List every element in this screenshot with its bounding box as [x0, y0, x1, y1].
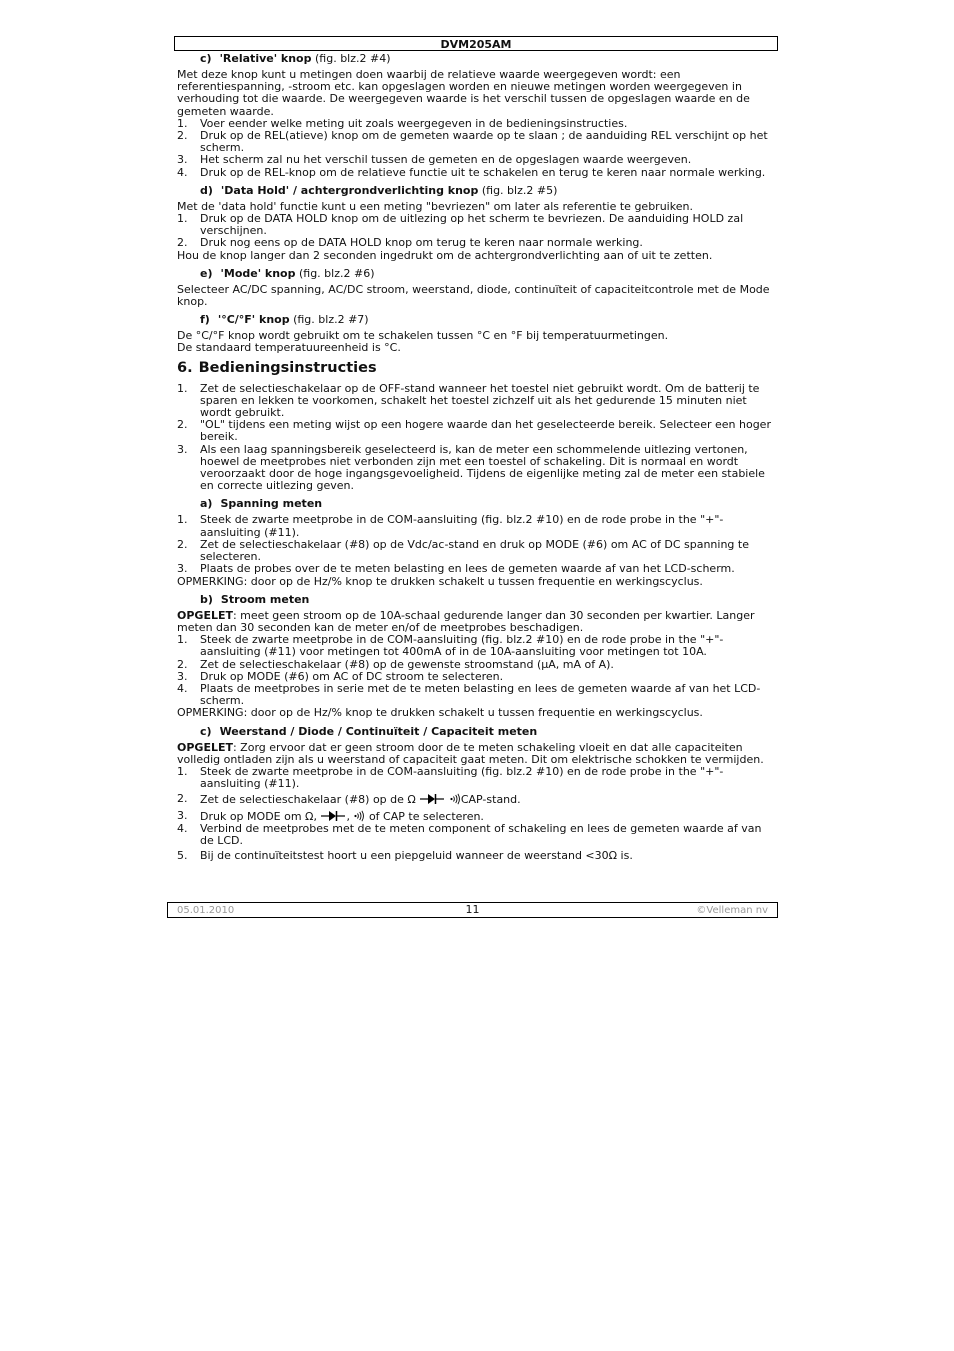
temperature-line-1: De °C/°F knop wordt gebruikt om te schakelen tussen °C en °F bij temperatuurmetingen.	[177, 329, 669, 343]
page-content	[177, 52, 775, 862]
list-item: 4. Plaats de meetprobes in serie met de te meten belasting en lees de gemeten waarde af van het LCD-scherm.	[177, 681, 761, 708]
relative-steps	[177, 118, 775, 179]
list-item: 2. Zet de selectieschakelaar (#8) op de Vdc/ac-stand en druk op MODE (#6) om AC of DC spanning te selecteren.	[177, 537, 749, 564]
chapter-heading: 6. Bedieningsinstructies	[177, 359, 377, 376]
subhead-relative: c) 'Relative' knop (fig. blz.2 #4)	[200, 52, 391, 65]
data-hold-outro: Hou de knop langer dan 2 seconden ingedrukt om de achtergrondverlichting aan of uit te zetten.	[177, 248, 713, 262]
sound-icon	[449, 793, 461, 805]
list-item: 2. Zet de selectieschakelaar (#8) op de Ω CAP-stand.	[177, 792, 521, 807]
list-item: 1. Steek de zwarte meetprobe in de COM-aansluiting (fig. blz.2 #10) en de rode probe in the "+"-aansluiting (#11).	[177, 513, 724, 539]
list-item: 3. Druk op MODE (#6) om AC of DC stroom te selecteren.	[177, 669, 504, 683]
temperature-line-2: De standaard temperatuureenheid is °C.	[177, 341, 401, 355]
diode-icon	[419, 793, 445, 805]
current-note: OPMERKING: door op de Hz/% knop te drukken schakelt u tussen frequentie en werkingscyclus.	[177, 706, 703, 720]
data-hold-steps	[177, 213, 775, 250]
list-item: 3. Druk op MODE om Ω, , of CAP te selecteren.	[177, 808, 484, 823]
list-item: 2. Zet de selectieschakelaar (#8) op de gewenste stroomstand (μA, mA of A).	[177, 657, 614, 671]
subhead-temperature: f) '°C/°F' knop (fig. blz.2 #7)	[200, 313, 369, 327]
subhead-mode: e) 'Mode' knop (fig. blz.2 #6)	[200, 266, 375, 280]
list-item: 3. Als een laag spanningsbereik geselecteerd is, kan de meter een schommelende uitlezing vertonen, hoewel de meetprobes niet verbonden zijn met een toestel of schakeling. Dit is normaal en wordt veroorzaakt door de hoge ingangsgevoeligheid. Tijdens de eigenlijke meting zal de meter een stabiele en correcte uitlezing geven.	[177, 442, 765, 493]
subhead-resistance: c) Weerstand / Diode / Continuïteit / Capaciteit meten	[200, 724, 538, 738]
list-item: 2. "OL" tijdens een meting wijst op een hogere waarde dan het geselecteerde bereik. Selecteer een hoger bereik.	[177, 418, 771, 444]
relative-intro: Met deze knop kunt u metingen doen waarbij de relatieve waarde weergegeven wordt: een referentiespanning, -stroom etc. kan opgeslagen worden en nieuwe metingen worden weergegeven in verhouding tot die waarde. De weergegeven waarde is het verschil tussen de opgeslagen waarde en de gemeten waarde.	[177, 68, 750, 118]
current-warning: OPGELET: meet geen stroom op de 10A-schaal gedurende langer dan 30 seconden per kwartier. Langer meten dan 30 seconden kan de meter en/of de meetprobes beschadigen.	[177, 608, 755, 634]
list-item: 1. Steek de zwarte meetprobe in de COM-aansluiting (fig. blz.2 #10) en de rode probe in the "+"-aansluiting (#11).	[177, 764, 724, 791]
list-item: 1. Steek de zwarte meetprobe in de COM-aansluiting (fig. blz.2 #10) en de rode probe in the "+"-aansluiting (#11) voor metingen tot 400mA of in de 10A-aansluiting voor metingen tot 10A.	[177, 633, 724, 659]
voltage-note: OPMERKING: door op de Hz/% knop te drukken schakelt u tussen frequentie en werkingscyclus.	[177, 574, 703, 588]
list-item: 2. Druk op de REL(atieve) knop om de gemeten waarde op te slaan ; de aanduiding REL verschijnt op het scherm.	[177, 129, 768, 155]
list-item: 1. Zet de selectieschakelaar op de OFF-stand wanneer het toestel niet gebruikt wordt. Om de batterij te sparen en lekken te voorkomen, schakelt het toestel zichzelf uit als het gedurende 15 minuten niet wordt gebruikt.	[177, 381, 760, 420]
header-title: DVM205AM	[440, 38, 512, 51]
list-item: 4. Druk op de REL-knop om de relatieve functie uit te schakelen en terug te keren naar normale werking.	[177, 165, 766, 179]
page-footer	[167, 902, 778, 918]
diode-icon	[320, 810, 346, 822]
resistance-warning: OPGELET: Zorg ervoor dat er geen stroom door de te meten schakeling vloeit en dat alle capaciteiten volledig ontladen zijn als u weerstand of capaciteit gaat meten. Dit om elektrische schokken te vermijden.	[177, 740, 764, 766]
list-item: 1. Druk op de DATA HOLD knop om de uitlezing op het scherm te bevriezen. De aanduiding HOLD zal verschijnen.	[177, 212, 744, 238]
subhead-current: b) Stroom meten	[200, 592, 310, 606]
list-item: 5. Bij de continuïteitstest hoort u een piepgeluid wanneer de weerstand <30Ω is.	[177, 849, 633, 863]
page-header	[174, 36, 778, 51]
list-item: 3. Het scherm zal nu het verschil tussen de gemeten en de opgeslagen waarde weergeven.	[177, 153, 692, 167]
voltage-steps	[177, 514, 775, 575]
chapter-steps	[177, 383, 775, 493]
footer-copyright: ©Velleman nv	[696, 905, 768, 916]
page-number: 11	[465, 903, 480, 916]
list-item: 3. Plaats de probes over de te meten belasting en lees de gemeten waarde af van het LCD-scherm.	[177, 562, 735, 576]
resistance-steps	[177, 766, 775, 862]
current-steps	[177, 634, 775, 707]
list-item: 4. Verbind de meetprobes met de te meten component of schakeling en lees de gemeten waarde af van de LCD.	[177, 821, 762, 847]
mode-text: Selecteer AC/DC spanning, AC/DC stroom, weerstand, diode, continuïteit of capaciteitcontrole met de Mode knop.	[177, 282, 770, 309]
list-item: 2. Druk nog eens op de DATA HOLD knop om terug te keren naar normale werking.	[177, 236, 643, 250]
footer-date: 05.01.2010	[177, 905, 235, 916]
sound-icon	[353, 810, 365, 822]
subhead-data-hold: d) 'Data Hold' / achtergrondverlichting knop (fig. blz.2 #5)	[200, 183, 558, 197]
data-hold-intro: Met de 'data hold' functie kunt u een meting "bevriezen" om later als referentie te gebruiken.	[177, 199, 693, 213]
list-item: 1. Voer eender welke meting uit zoals weergegeven in de bedieningsinstructies.	[177, 116, 628, 130]
subhead-voltage: a) Spanning meten	[200, 497, 323, 511]
